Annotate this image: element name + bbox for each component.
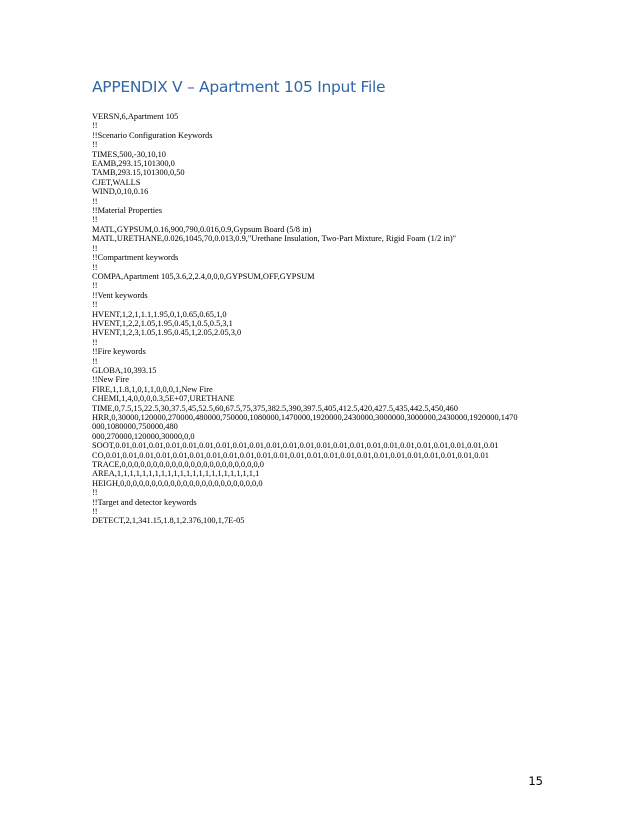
input-file-line: !! <box>92 488 98 498</box>
input-file-line: EAMB,293.15,101300,0 <box>92 159 175 169</box>
input-file-line: CJET,WALLS <box>92 177 141 187</box>
input-file-line: HVENT,1,2,2,1.05,1.95,0.45,1,0.5,0.5,3,1 <box>92 318 233 328</box>
input-file-line: !!Vent keywords <box>92 290 148 300</box>
input-file-line: HVENT,1,2,1,1.1,1.95,0,1,0.65,0.65,1,0 <box>92 309 227 319</box>
input-file-line: !! <box>92 300 98 310</box>
input-file-line: !!Compartment keywords <box>92 253 179 263</box>
input-file-line: CHEMI,1,4,0,0,0,0.3,5E+07,URETHANE <box>92 394 235 404</box>
input-file-line: !! <box>92 262 98 272</box>
input-file-line: 000,270000,120000,30000,0,0 <box>92 431 195 441</box>
input-file-line: GLOBA,10,393.15 <box>92 365 157 375</box>
input-file-line: !! <box>92 196 98 206</box>
input-file-line: !!Scenario Configuration Keywords <box>92 130 213 140</box>
input-file-line: !! <box>92 215 98 225</box>
input-file-line: !!Target and detector keywords <box>92 497 197 507</box>
input-file-line: MATL,GYPSUM,0.16,900,790,0.016,0.9,Gypsum Board (5/8 in) <box>92 224 312 234</box>
input-file-line: TAMB,293.15,101300,0,50 <box>92 168 185 178</box>
appendix-heading: APPENDIX V – Apartment 105 Input File <box>92 78 386 96</box>
page-number: 15 <box>528 774 543 788</box>
input-file-line: !! <box>92 121 98 131</box>
input-file-line: !!Fire keywords <box>92 347 146 357</box>
input-file-line: HVENT,1,2,3,1.05,1.95,0.45,1,2.05,2.05,3,0 <box>92 328 242 338</box>
input-file-line: !! <box>92 140 98 150</box>
input-file-line: SOOT,0.01,0.01,0.01,0.01,0.01,0.01,0.01,0.01,0.01,0.01,0.01,0.01,0.01,0.01,0.01,0.01,0.01,0.01,0.01,0.01,0.01,0.01,0.01 <box>92 441 499 451</box>
input-file-line: MATL,URETHANE,0.026,1045,70,0.013,0.9,"Urethane Insulation, Two-Part Mixture, Rigid Foam (1/2 in)" <box>92 234 457 244</box>
input-file-line: FIRE,1,1.8,1,0,1,1,0,0,0,1,New Fire <box>92 384 213 394</box>
input-file-line: HEIGH,0,0,0,0,0,0,0,0,0,0,0,0,0,0,0,0,0,0,0,0,0,0,0 <box>92 478 263 488</box>
input-file-line: DETECT,2,1,341.15,1.8,1,2.376,100,1,7E-05 <box>92 516 245 526</box>
input-file-line: !! <box>92 281 98 291</box>
input-file-line: !! <box>92 356 98 366</box>
input-file-line: TIME,0,7.5,15,22.5,30,37.5,45,52.5,60,67.5,75,375,382.5,390,397.5,405,412.5,420,427.5,435,442.5,450,460 <box>92 403 458 413</box>
input-file-line: TIMES,500,-30,10,10 <box>92 149 166 159</box>
input-file-line: !!Material Properties <box>92 206 162 216</box>
input-file-line: HRR,0,30000,120000,270000,480000,750000,1080000,1470000,1920000,2430000,3000000,3000000,2430000,1920000,1470 <box>92 413 518 422</box>
input-file-line: !!New Fire <box>92 375 129 385</box>
input-file-line: TRACE,0,0,0,0,0,0,0,0,0,0,0,0,0,0,0,0,0,0,0,0,0,0,0 <box>92 460 264 470</box>
input-file-listing <box>92 112 552 526</box>
input-file-line: CO,0.01,0.01,0.01,0.01,0.01,0.01,0.01,0.01,0.01,0.01,0.01,0.01,0.01,0.01,0.01,0.01,0.01,0.01,0.01,0.01,0.01,0.01,0.01 <box>92 450 489 460</box>
input-file-line: AREA,1,1,1,1,1,1,1,1,1,1,1,1,1,1,1,1,1,1,1,1,1,1,1 <box>92 469 260 479</box>
input-file-line: COMPA,Apartment 105,3.6,2,2.4,0,0,0,GYPSUM,OFF,GYPSUM <box>92 271 315 281</box>
input-file-line: !! <box>92 337 98 347</box>
input-file-line: !! <box>92 507 98 517</box>
input-file-line: 000,1080000,750000,480 <box>92 422 178 432</box>
input-file-line: !! <box>92 243 98 253</box>
input-file-line: WIND,0,10,0.16 <box>92 187 149 197</box>
input-file-line: VERSN,6,Apartment 105 <box>92 112 179 121</box>
